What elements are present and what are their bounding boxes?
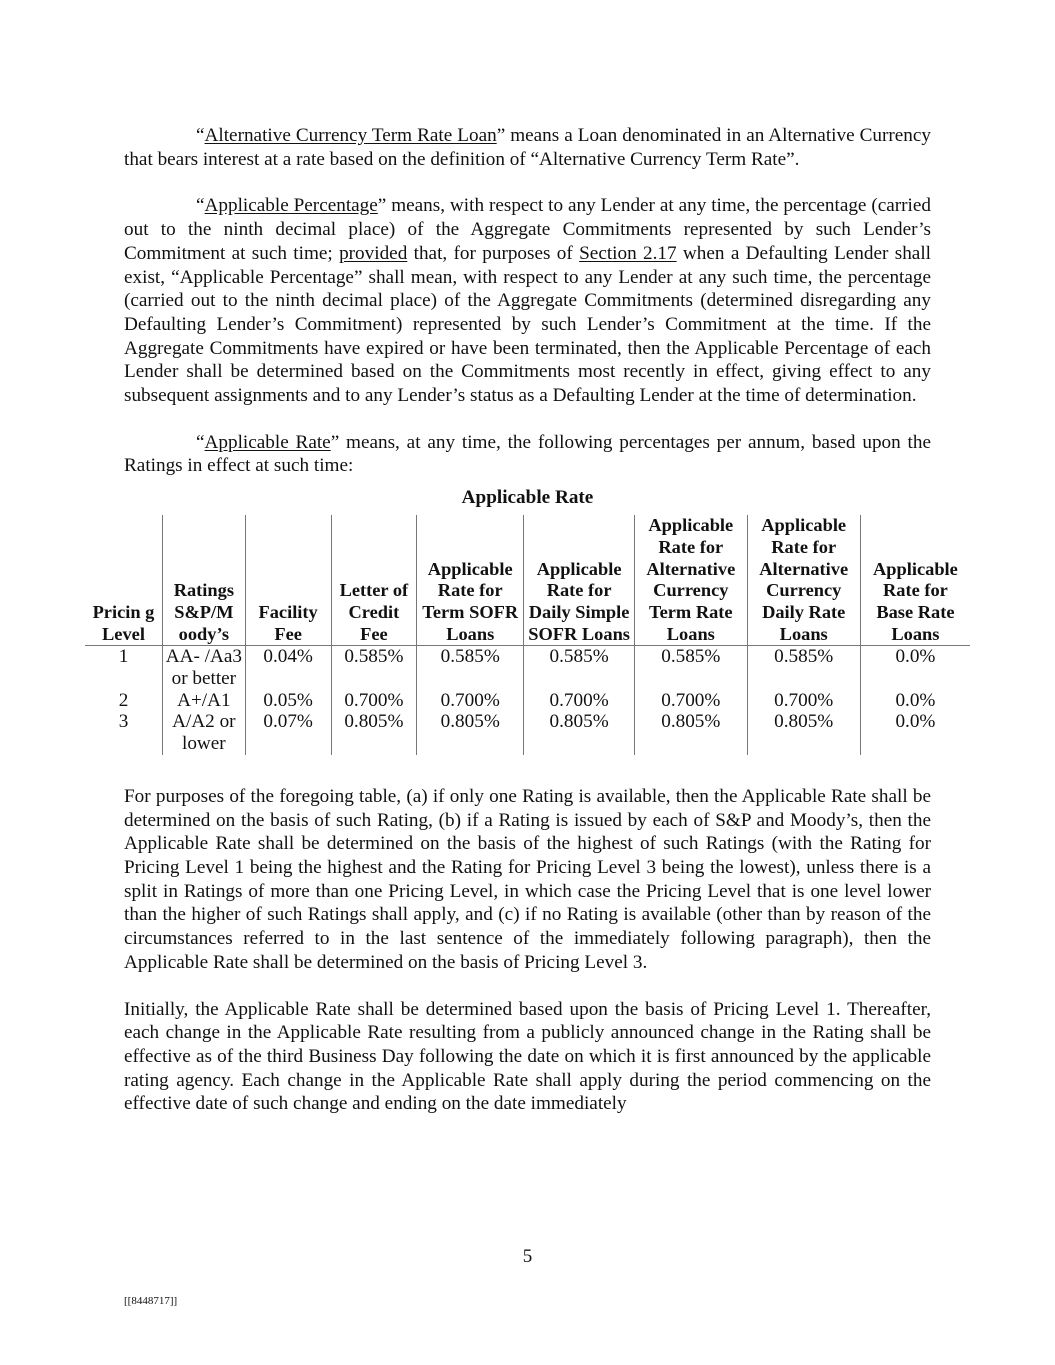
table-cell: 0.805% xyxy=(524,711,635,754)
document-page xyxy=(92,124,958,1116)
table-cell: AA- /Aa3 or better xyxy=(162,646,245,690)
table-cell: 0.0% xyxy=(860,646,970,690)
definition-alt-currency-term-rate-loan: “Alternative Currency Term Rate Loan” means a Loan denominated in an Alternative Currency that bears interest at a rate based on the definition of “Alternative Currency Term Rate”. xyxy=(124,125,931,170)
table-cell: 0.0% xyxy=(860,711,970,754)
table-cell: 0.805% xyxy=(747,711,860,754)
table-cell: 0.05% xyxy=(245,690,331,712)
defined-term: Alternative Currency Term Rate Loan xyxy=(204,125,497,146)
definition-applicable-rate: “Applicable Rate” means, at any time, the following percentages per annum, based upon the Ratings in effect at such time: xyxy=(124,431,931,477)
definition-applicable-percentage: “Applicable Percentage” means, with respect to any Lender at any time, the percentage (carried out to the ninth decimal place) of the Aggregate Commitments represented by such Lender’s Commitment at such time; provided that, for purposes of Section 2.17 when a Defaulting Lender shall exist, “Applicable Percentage” shall mean, with respect to any Lender at any such time, the percentage (carried out to the ninth decimal place) of the Aggregate Commitments (determined disregarding any Defaulting Lender’s Commitment) represented by such Lender’s Commitment at the time. If the Aggregate Commitments have expired or have been terminated, then the Applicable Percentage of each Lender shall be determined based on the Commitments most recently in effect, giving effect to any subsequent assignments and to any Lender’s status as a Defaulting Lender at the time of determination. xyxy=(124,195,931,407)
column-header: Applicable Rate for Alternative Currency Daily Rate Loans xyxy=(747,515,860,646)
column-header: Ratings S&P/M oody’s xyxy=(162,515,245,646)
table-row xyxy=(85,690,970,712)
table-cell: 1 xyxy=(118,646,129,668)
table-cell: 0.700% xyxy=(635,690,747,712)
column-header: Facility Fee xyxy=(245,515,331,646)
column-header: Applicable Rate for Term SOFR Loans xyxy=(417,515,524,646)
table-cell: 2 xyxy=(118,689,129,711)
table-cell: 0.700% xyxy=(747,690,860,712)
table-cell: 0.585% xyxy=(747,646,860,690)
defined-term: Applicable Rate xyxy=(204,431,331,453)
section-reference: Section 2.17 xyxy=(579,242,677,264)
table-cell: 0.805% xyxy=(635,711,747,754)
table-cell: 0.700% xyxy=(524,690,635,712)
defined-term: Applicable Percentage xyxy=(204,195,378,217)
table-cell: 3 xyxy=(118,711,129,733)
column-header: Pricin g Level xyxy=(85,515,162,646)
table-cell: 0.04% xyxy=(245,646,331,690)
table-cell: 0.805% xyxy=(417,711,524,754)
column-header: Letter of Credit Fee xyxy=(331,515,417,646)
table-header-row xyxy=(85,515,970,646)
page-number: 5 xyxy=(522,1246,533,1267)
document-id: [[8448717]] xyxy=(124,1295,178,1307)
table-cell: 0.585% xyxy=(331,646,417,690)
table-cell: 0.585% xyxy=(417,646,524,690)
table-cell: 0.0% xyxy=(860,690,970,712)
paragraph-foregoing-table: For purposes of the foregoing table, (a) if only one Rating is available, then the Applicable Rate shall be determined on the basis of such Rating, (b) if a Rating is issued by each of S&P and Moody’s, then the Applicable Rate shall be determined on the basis of the highest of such Ratings (with the Rating for Pricing Level 1 being the highest and the Rating for Pricing Level 3 being the lowest), unless there is a split in Ratings of more than one Pricing Level, in which case the Pricing Level that is one level lower than the higher of such Ratings shall apply, and (c) if no Rating is available (other than by reason of the circumstances referred to in the last sentence of the immediately following paragraph), then the Applicable Rate shall be determined on the basis of Pricing Level 3. xyxy=(124,785,931,973)
column-header: Applicable Rate for Base Rate Loans xyxy=(860,515,970,646)
table-cell: A+/A1 xyxy=(162,690,245,712)
table-cell: 0.585% xyxy=(524,646,635,690)
table-title: Applicable Rate xyxy=(461,487,594,509)
table-cell: A/A2 or lower xyxy=(162,711,245,754)
column-header: Applicable Rate for Alternative Currency Term Rate Loans xyxy=(635,515,747,646)
table-cell: 0.585% xyxy=(635,646,747,690)
table-cell: 0.07% xyxy=(245,711,331,754)
paragraph-initially: Initially, the Applicable Rate shall be determined based upon the basis of Pricing Level 1. Thereafter, each change in the Applicable Rate resulting from a publicly announced change in the Rating shall be effective as of the third Business Day following the date on which it is first announced by the applicable rating agency. Each change in the Applicable Rate shall apply during the period commencing on the effective date of such change and ending on the date immediately xyxy=(124,998,931,1115)
table-cell: 0.805% xyxy=(331,711,417,754)
column-header: Applicable Rate for Daily Simple SOFR Loans xyxy=(524,515,635,646)
table-cell: 0.700% xyxy=(417,690,524,712)
table-row xyxy=(85,711,970,754)
table-cell: 0.700% xyxy=(331,690,417,712)
applicable-rate-table xyxy=(85,515,970,755)
table-row xyxy=(85,646,970,690)
